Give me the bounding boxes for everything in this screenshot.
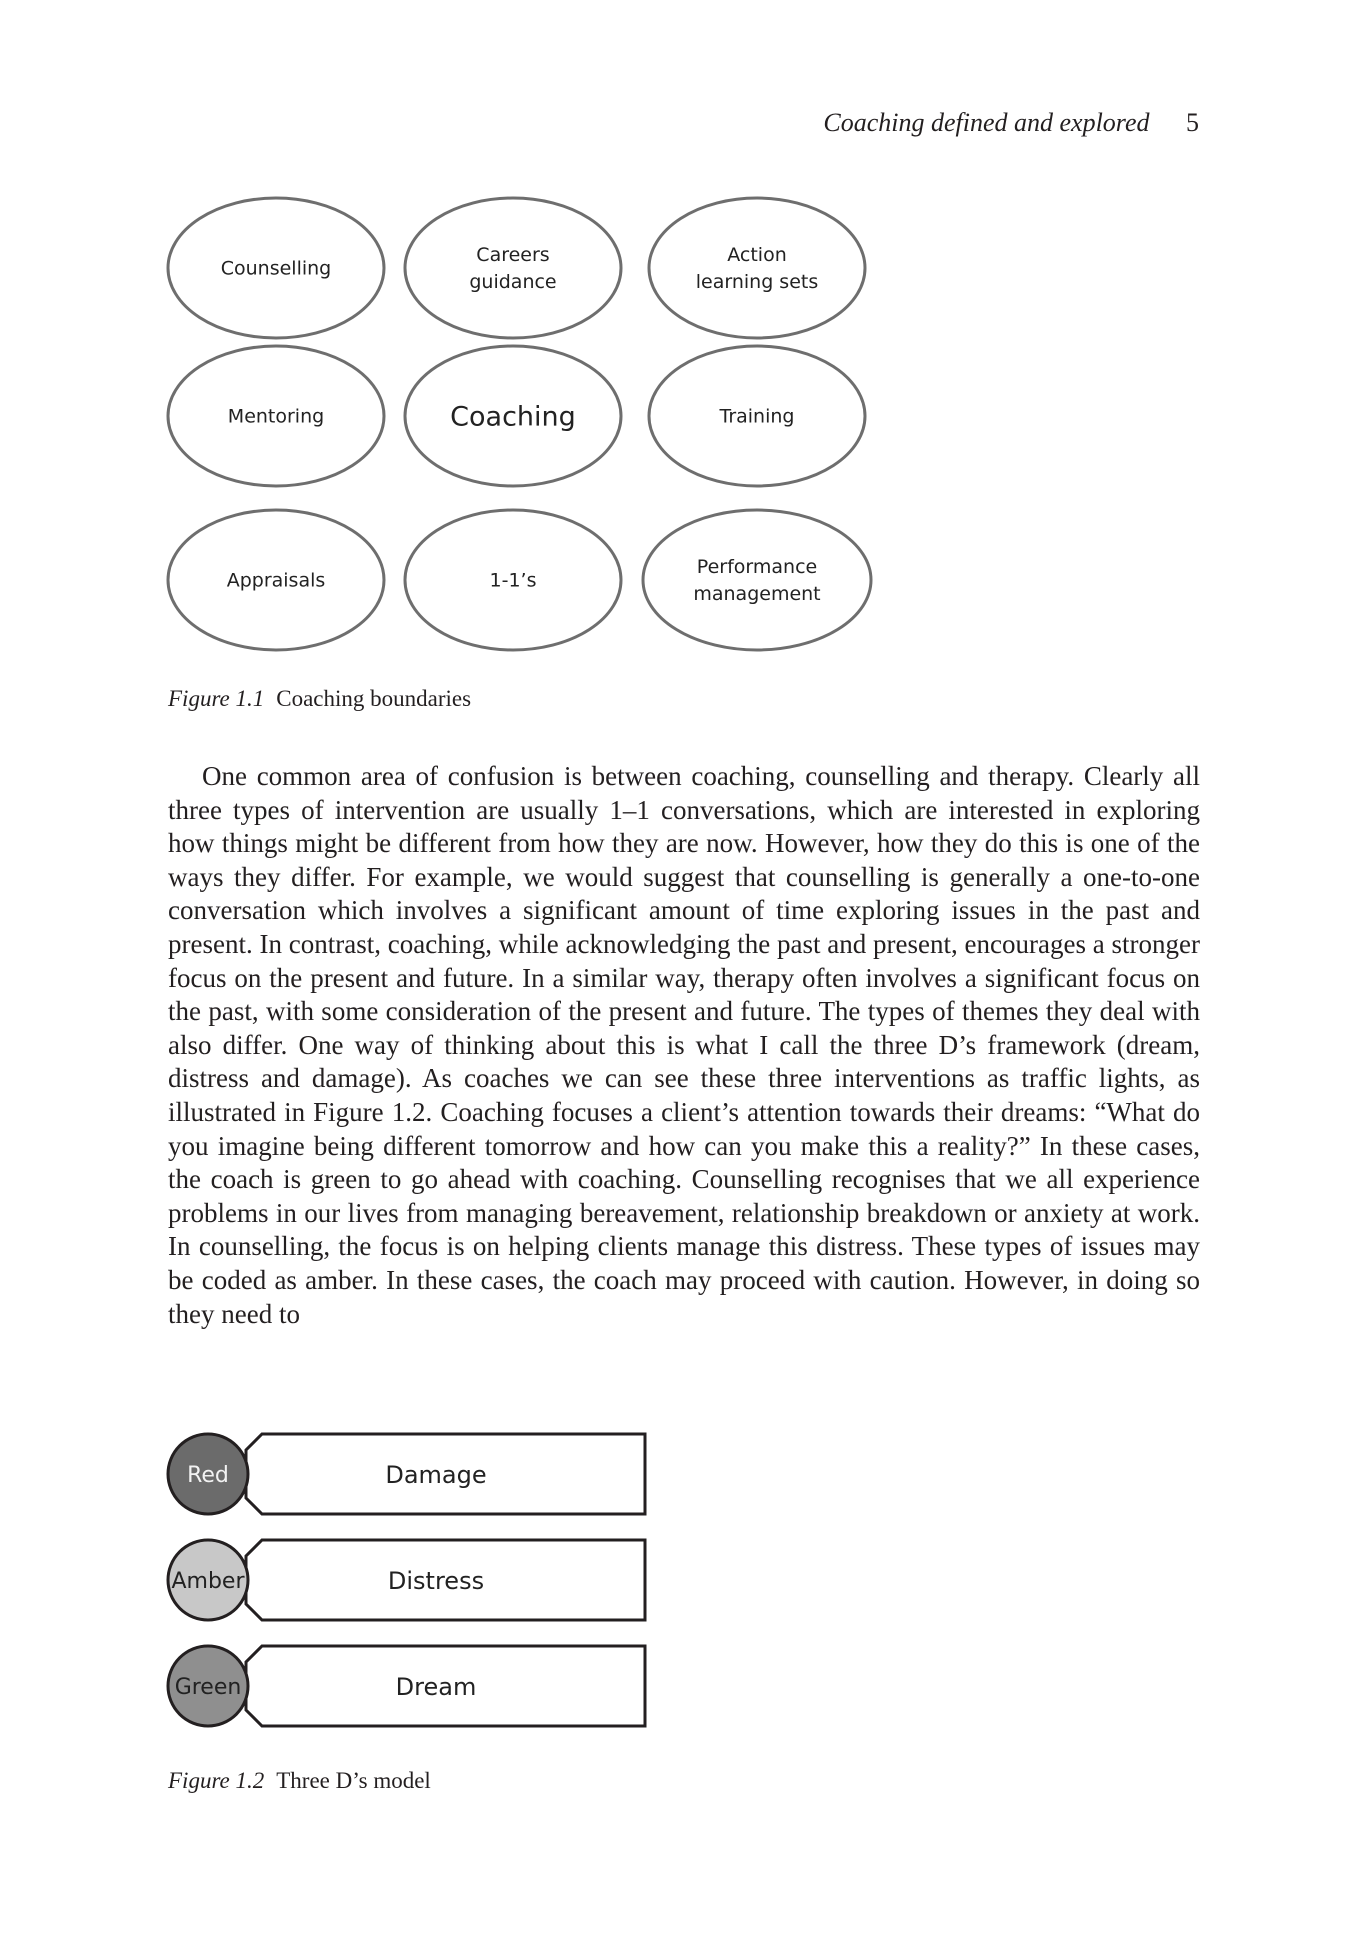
oval-label: Performance (696, 556, 818, 579)
figure-2-number: Figure 1.2 (168, 1768, 265, 1793)
oval-careers-guidance (405, 198, 621, 338)
oval-performance-management (643, 510, 871, 650)
oval-label: Careers (476, 244, 550, 267)
oval-shape (405, 198, 621, 338)
oval-appraisals (168, 510, 384, 650)
traffic-light-label: Red (187, 1463, 229, 1488)
oval-label: learning sets (695, 271, 819, 294)
oval-label: Appraisals (226, 569, 326, 592)
oval-label: 1-1’s (489, 569, 537, 592)
oval-label: Coaching (450, 401, 576, 433)
traffic-light-label: Amber (171, 1569, 245, 1594)
oval-label: Action (727, 244, 787, 267)
oval-action-learning-sets (649, 198, 865, 338)
oval-one-to-ones (405, 510, 621, 650)
oval-label: Mentoring (227, 405, 325, 428)
figure-1-number: Figure 1.1 (168, 686, 265, 711)
oval-counselling (168, 198, 384, 338)
stage-label: Distress (387, 1567, 485, 1595)
oval-label: Counselling (220, 257, 332, 280)
oval-mentoring (168, 346, 384, 486)
row-red (168, 1434, 645, 1514)
oval-label: management (693, 583, 821, 606)
traffic-light-label: Green (174, 1675, 242, 1700)
page-number: 5 (1186, 108, 1199, 137)
stage-label: Dream (395, 1673, 477, 1701)
oval-training (649, 346, 865, 486)
body-paragraph: One common area of confusion is between coaching, counselling and therapy. Clearly all three types of intervention are usually 1–1 conversations, which are interested in exploring how things might be different from how they are now. However, how they do this is one of the ways they differ. For example, we would suggest that counselling is generally a one-to-one conversation which involves a significant amount of time exploring issues in the past and present. In contrast, coaching, while acknowledging the past and present, encourages a stronger focus on the present and future. In a similar way, therapy often involves a significant focus on the past, with some consideration of the present and future. The types of themes they deal with also differ. One way of thinking about this is what I call the three D’s framework (dream, distress and damage). As coaches we can see these three interventions as traffic lights, as illustrated in Figure 1.2. Coaching focuses a client’s attention towards their dreams: “What do you imagine being different tomorrow and how can you make this a reality?” In these cases, the coach is green to go ahead with coaching. Counselling recognises that we all experience problems in our lives from managing bereavement, relationship breakdown or anxiety at work. In counselling, the focus is on helping clients manage this distress. These types of issues may be coded as amber. In these cases, the coach may proceed with caution. However, in doing so they need to (168, 761, 1200, 1329)
coaching-boundaries-diagram (168, 198, 871, 650)
oval-label: guidance (469, 271, 557, 294)
figure-1-caption (168, 686, 471, 712)
figure-1-caption-text: Coaching boundaries (276, 686, 472, 711)
oval-coaching (405, 346, 621, 486)
running-title: Coaching defined and explored (823, 108, 1150, 137)
oval-label: Training (719, 405, 795, 428)
body-text (168, 760, 1200, 1331)
figure-2-caption-text: Three D’s model (276, 1768, 431, 1793)
oval-shape (649, 198, 865, 338)
row-amber (168, 1540, 645, 1620)
three-ds-model-diagram (168, 1434, 645, 1726)
stage-label: Damage (385, 1461, 487, 1489)
row-green (168, 1646, 645, 1726)
figure-2-caption (168, 1768, 431, 1794)
oval-shape (643, 510, 871, 650)
